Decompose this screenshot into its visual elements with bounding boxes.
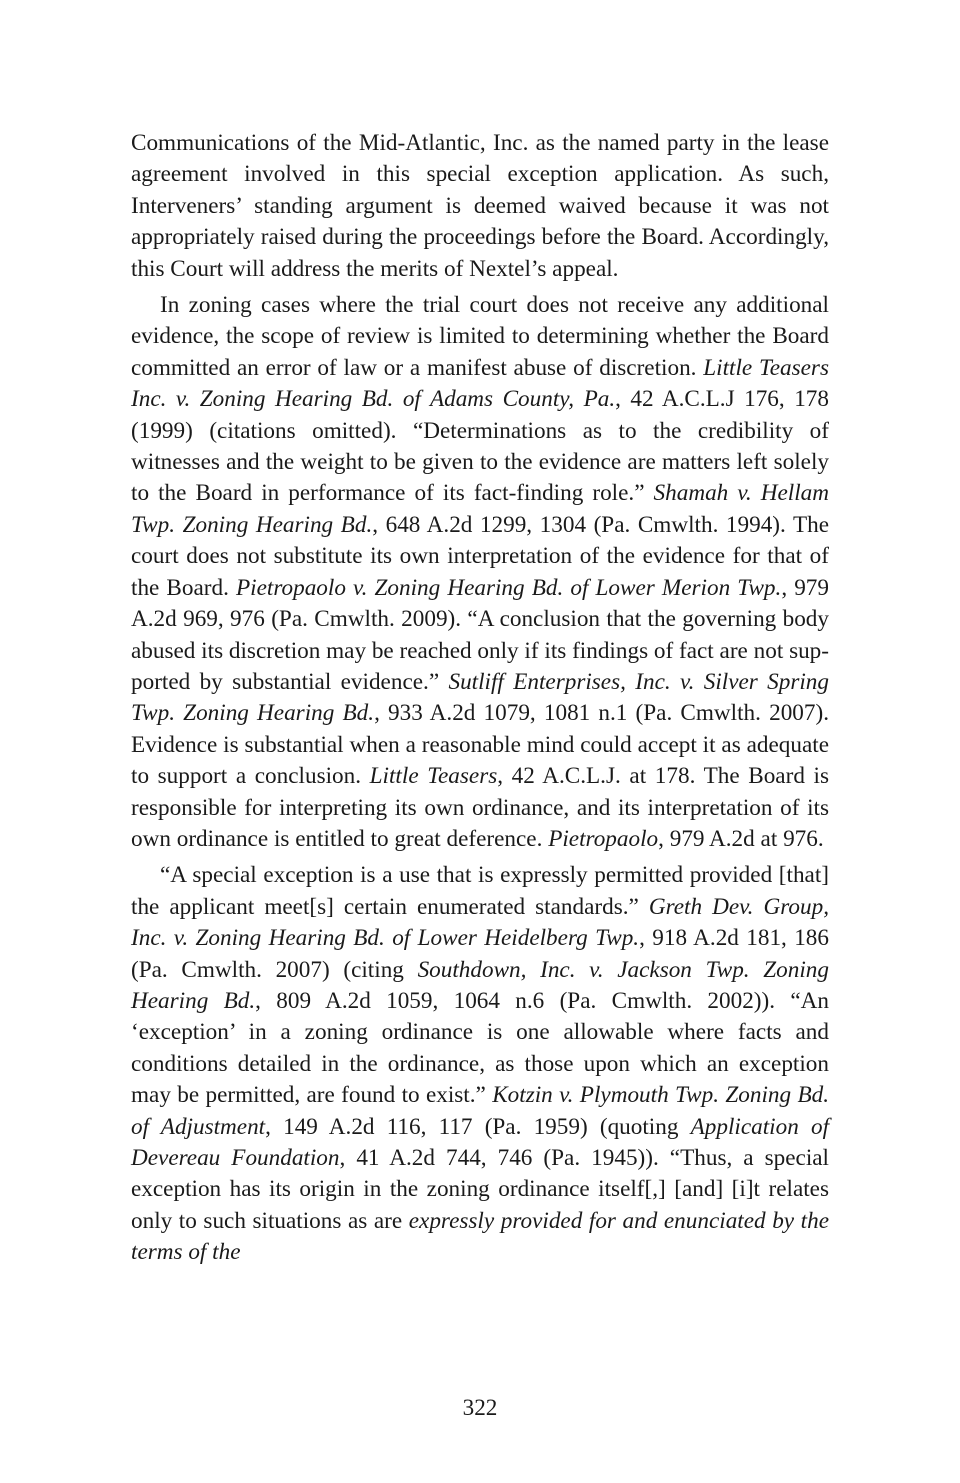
case-citation: Southdown, Inc. v. Jackson Twp. Zoning Hearing Bd.	[131, 956, 829, 1014]
case-citation: Application of Devereau Foundation	[131, 1113, 830, 1171]
body-text: , 42 A.C.L.J. at 178. The Board is responsible for interpreting its own ordinance, and its interpretation of its own ordinance is entitled to great deference.	[131, 763, 829, 852]
case-citation: Kotzin v. Plymouth Twp. Zoning Bd. of Adjustment	[131, 1082, 829, 1140]
case-citation: Little Teasers	[369, 763, 498, 790]
body-text: Communications of the Mid-Atlantic, Inc. as the named party in the lease agreement involved in this special exception application. As such, Interveners’ standing argument is deemed waived because it was not appropriately raised during the proceedings before the Board. Accordingly, this Court will address the merits of Nextel’s appeal.	[131, 130, 829, 282]
body-text: , 933 A.2d 1079, 1081 n.1 (Pa. Cmwlth. 2007). Evidence is substantial when a reasonable mind could accept it as adequate to support a conclusion.	[131, 700, 829, 790]
paragraph-3	[131, 860, 829, 1268]
body-text: In zoning cases where the trial court does not receive any additional evidence, the scope of review is limited to determining whether the Board committed an error of law or a manifest abuse of discretion.	[131, 292, 829, 381]
body-text: , 809 A.2d 1059, 1064 n.6 (Pa. Cmwlth. 2002)). “An ‘exception’ in a zoning ordinance is one allowable where facts and conditions detailed in the ordinance, as those upon which an exception may be permitted, are found to exist.”	[131, 987, 829, 1109]
body-text: , 41 A.2d 744, 746 (Pa. 1945)). “Thus, a special exception has its origin in the zoning ordinance itself[,] [and] [i]t relates only to such situations as are	[131, 1145, 829, 1234]
case-citation: Greth Dev. Group, Inc. v. Zoning Hearing Bd. of Lower Heidelberg Twp.	[131, 893, 829, 952]
body-text: , 979 A.2d 969, 976 (Pa. Cmwlth. 2009). “A conclusion that the governing body abused its discretion may be reached only if its findings of fact are not supported by substantial evidence.”	[131, 574, 830, 695]
case-citation: expressly provided for and enunciated by the terms of the	[131, 1207, 829, 1266]
case-citation: Shamah v. Hellam Twp. Zoning Hearing Bd.	[131, 480, 830, 538]
case-citation: Pietropaolo v. Zoning Hearing Bd. of Lower Merion Twp.	[236, 574, 782, 601]
body-text: “A special exception is a use that is expressly permitted provided [that] the applicant meet[s] certain enumerated standards.”	[131, 862, 829, 920]
case-citation: Pietropaolo	[548, 825, 659, 852]
body-text: , 918 A.2d 181, 186 (Pa. Cmwlth. 2007) (citing	[131, 925, 829, 983]
body-text: , 648 A.2d 1299, 1304 (Pa. Cmwlth. 1994). The court does not substitute its own interpretation of the evidence for that of the Board.	[131, 511, 829, 601]
case-citation: Little Teasers Inc. v. Zoning Hearing Bd. of Adams County, Pa.	[131, 354, 829, 413]
paragraph-1	[131, 128, 829, 285]
paragraph-2	[131, 290, 829, 855]
page-body	[131, 128, 829, 1269]
body-text: , 979 A.2d at 976.	[658, 825, 824, 852]
page-number: 322	[462, 1395, 498, 1421]
body-text: , 149 A.2d 116, 117 (Pa. 1959) (quoting	[265, 1113, 691, 1140]
case-citation: Sutliff Enterprises, Inc. v. Silver Spring Twp. Zoning Hearing Bd.	[131, 668, 829, 727]
body-text: , 42 A.C.L.J 176, 178 (1999) (citations omitted). “Determinations as to the credibility of witnesses and the weight to be given to the evidence are matters left solely to the Board in performance of its fact-finding role.”	[131, 386, 829, 507]
